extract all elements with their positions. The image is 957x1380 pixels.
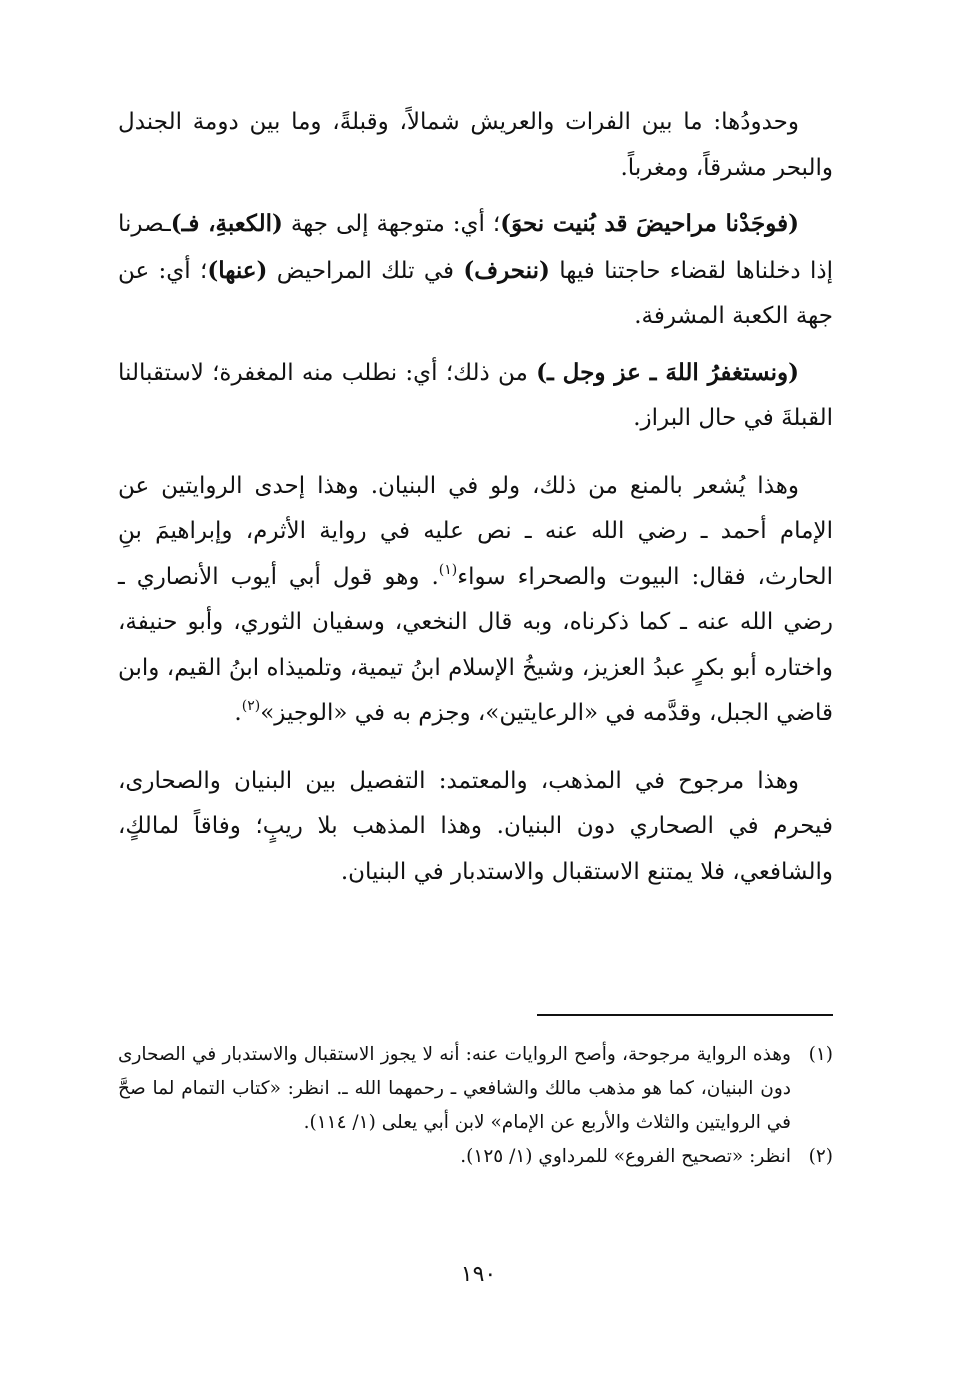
footnote-ref-2[interactable]: (٢) bbox=[241, 698, 261, 714]
quoted-text: (عنها) bbox=[207, 256, 268, 284]
paragraph-1: وحدودُها: ما بين الفرات والعريش شمالاً، وقبلةً، وما بين دومة الجندل والبحر مشرقاً، ومغرباً. bbox=[118, 109, 833, 181]
quoted-text: (الكعبةِ، فـ) bbox=[170, 210, 283, 237]
footnote-2 bbox=[118, 1140, 833, 1174]
commentary-text: ؛ أي: عن جهة الكعبة المشرفة. bbox=[118, 257, 833, 329]
footnote-text: وهذه الرواية مرجوحة، وأصح الروايات عنه: أنه لا يجوز الاستقبال والاستدبار في الصحارى دون البنيان، كما هو مذهب مالك والشافعي ـ رحمهما الله ـ. انظر: «كتاب التمام لما صحَّ في الروايتين والثلاث والأربع عن الإمام» لابن أبي يعلى (١/ ١١٤). bbox=[118, 1044, 791, 1133]
paragraph-4 bbox=[118, 464, 833, 737]
commentary-text: . وهو قول أبي أيوب الأنصاري ـ رضي الله عنه ـ كما ذكرناه، وبه قال النخعي، وسفيان الثوري، وأبو حنيفة، واختاره أبو بكرٍ عبدُ العزيز، وشيخُ الإسلام ابنُ تيمية، وتلميذاه ابنُ القيم، وابن قاضي الجبل، وقدَّمه في «الرعايتين»، وجزم به في «الوجيز» bbox=[118, 563, 833, 726]
footnote-number: (٢) bbox=[808, 1146, 833, 1167]
paragraph-3 bbox=[118, 350, 833, 442]
quoted-text: (ونستغفرُ اللهَ ـ عز وجل ـ) bbox=[536, 358, 799, 386]
footnote-divider bbox=[537, 1014, 833, 1016]
commentary-text: في تلك المراحيض bbox=[267, 257, 464, 284]
commentary-text: من ذلك؛ أي: نطلب منه المغفرة؛ لاستقبالنا القبلةَ في حال البراز. bbox=[118, 359, 833, 431]
commentary-text: وهذا يُشعر بالمنع من ذلك، ولو في البنيان. وهذا إحدى الروايتين عن الإمام أحمد ـ رضي الله عنه ـ نص عليه في رواية الأثرم، وإبراهيمَ بنِ الحارث، فقال: البيوت والصحراء سواء bbox=[118, 472, 833, 590]
footnote-number: (١) bbox=[808, 1044, 833, 1065]
footnote-text: انظر: «تصحيح الفروع» للمرداوي (١/ ١٢٥). bbox=[460, 1146, 791, 1167]
quoted-text: (فوجَدْنا مراحيضَ قد بُنيت نحوَ) bbox=[500, 210, 799, 237]
commentary-text: ـصرنا إذا دخلناها لقضاء حاجتنا فيها bbox=[118, 211, 833, 284]
main-text bbox=[118, 100, 833, 895]
commentary-text: ؛ أي: متوجهة إلى جهة bbox=[282, 211, 501, 237]
paragraph-5: وهذا مرجوح في المذهب، والمعتمد: التفصيل بين البنيان والصحارى، فيحرم في الصحاري دون البنيان. وهذا المذهب بلا ريبٍ؛ وفاقاً لمالكٍ، والشافعي، فلا يمتنع الاستقبال والاستدبار في البنيان. bbox=[118, 767, 833, 885]
footnote-1 bbox=[118, 1038, 833, 1140]
commentary-text: . bbox=[234, 700, 242, 726]
page-number: ١٩٠ bbox=[460, 1262, 497, 1287]
footnote-ref-1[interactable]: (١) bbox=[438, 561, 458, 578]
paragraph-2 bbox=[118, 201, 833, 340]
quoted-text: (ننحرف) bbox=[463, 256, 550, 284]
footnotes bbox=[118, 1038, 833, 1174]
